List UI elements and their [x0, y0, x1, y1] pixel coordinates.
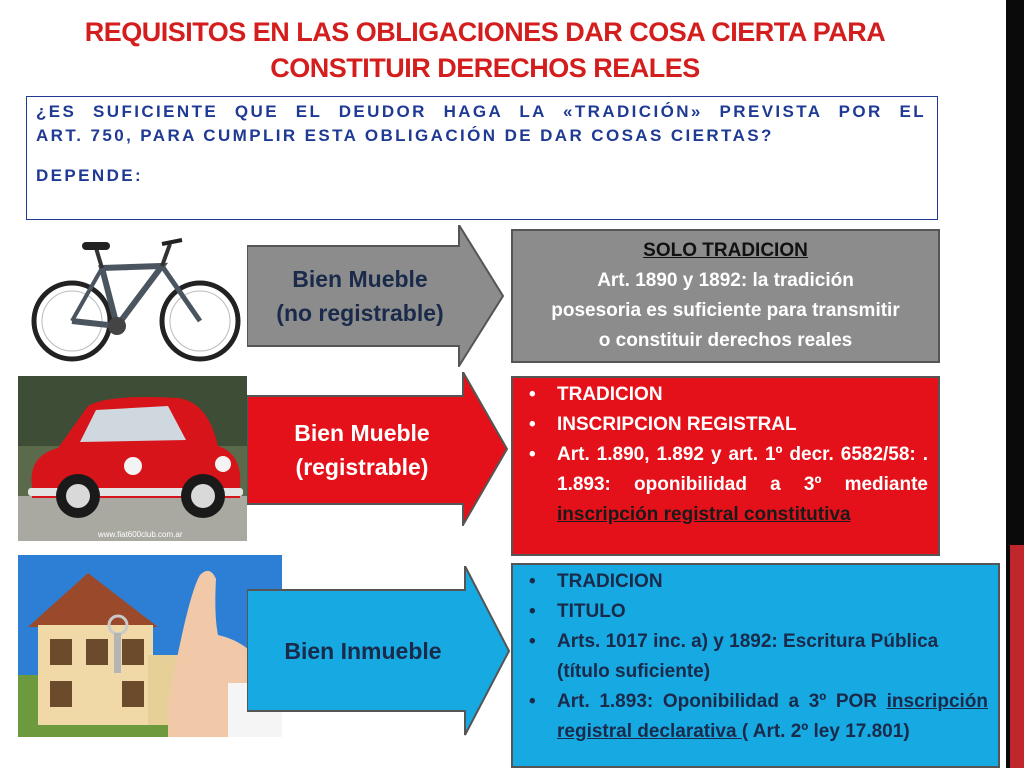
label-bien-inmueble: Bien Inmueble [284, 638, 442, 664]
box1-line2: posesoria es suficiente para transmitir [551, 300, 900, 321]
box-bien-inmueble [511, 563, 1000, 768]
box3-bullet-tradicion: • TRADICION [523, 567, 988, 597]
title-line-2: CONSTITUIR DERECHOS REALES [270, 53, 700, 83]
box2-bullet3-text: Art. 1.890, 1.892 y art. 1º decr. 6582/58: . 1.893: oponibilidad a 3º mediante [557, 444, 928, 495]
box3-bullet4-tail: ( Art. 2º ley 17.801) [741, 721, 910, 742]
row2-label-line2: (registrable) [295, 454, 429, 480]
row1-label-line2: (no registrable) [276, 300, 444, 326]
box-solo-tradicion [511, 229, 940, 363]
red-car-photo [18, 376, 247, 541]
slide-title [40, 14, 930, 86]
row1-label-line1: Bien Mueble [292, 266, 428, 292]
box3-bullet-escritura: • Arts. 1017 inc. a) y 1892: Escritura Pública (título suficiente) [523, 627, 988, 687]
box-mueble-registrable [511, 376, 940, 556]
right-edge-red-strip [1010, 545, 1024, 768]
depende-label: DEPENDE: [36, 166, 144, 185]
box2-bullet-tradicion: • TRADICION [523, 380, 928, 410]
box2-bullet-inscripcion: • INSCRIPCION REGISTRAL [523, 410, 928, 440]
question-line-2: ART. 750, PARA CUMPLIR ESTA OBLIGACIÓN DE DAR COSAS CIERTAS? [36, 126, 774, 145]
box1-line3: o constituir derechos reales [598, 330, 853, 351]
title-line-1: REQUISITOS EN LAS OBLIGACIONES DAR COSA CIERTA PARA [84, 17, 886, 47]
box2-bullet3-underlined: inscripción registral constitutiva [557, 504, 851, 525]
label-bien-mueble-no-registrable [250, 246, 470, 346]
box3-bullet-oponibilidad [523, 687, 988, 747]
bicycle-photo [22, 226, 248, 366]
car-photo-caption: www.fiat600club.com.ar [98, 530, 183, 539]
label-bien-mueble-registrable [250, 398, 474, 502]
box3-bullet4-underlined: inscripción registral declarativa [557, 691, 988, 742]
row2-label-line1: Bien Mueble [294, 420, 430, 446]
box2-bullet-articulos [523, 440, 928, 530]
house-keys-photo [18, 555, 282, 737]
box3-bullet-titulo: • TITULO [523, 597, 988, 627]
box3-bullet4-text: Art. 1.893: Oponibilidad a 3º POR [557, 691, 887, 712]
box1-title: SOLO TRADICION [643, 240, 808, 261]
box1-line1: Art. 1890 y 1892: la tradición [597, 270, 854, 291]
question-line-1: ¿ES SUFICIENTE QUE EL DEUDOR HAGA LA «TRADICIÓN» PREVISTA POR EL [36, 102, 926, 121]
question-text [36, 100, 926, 148]
